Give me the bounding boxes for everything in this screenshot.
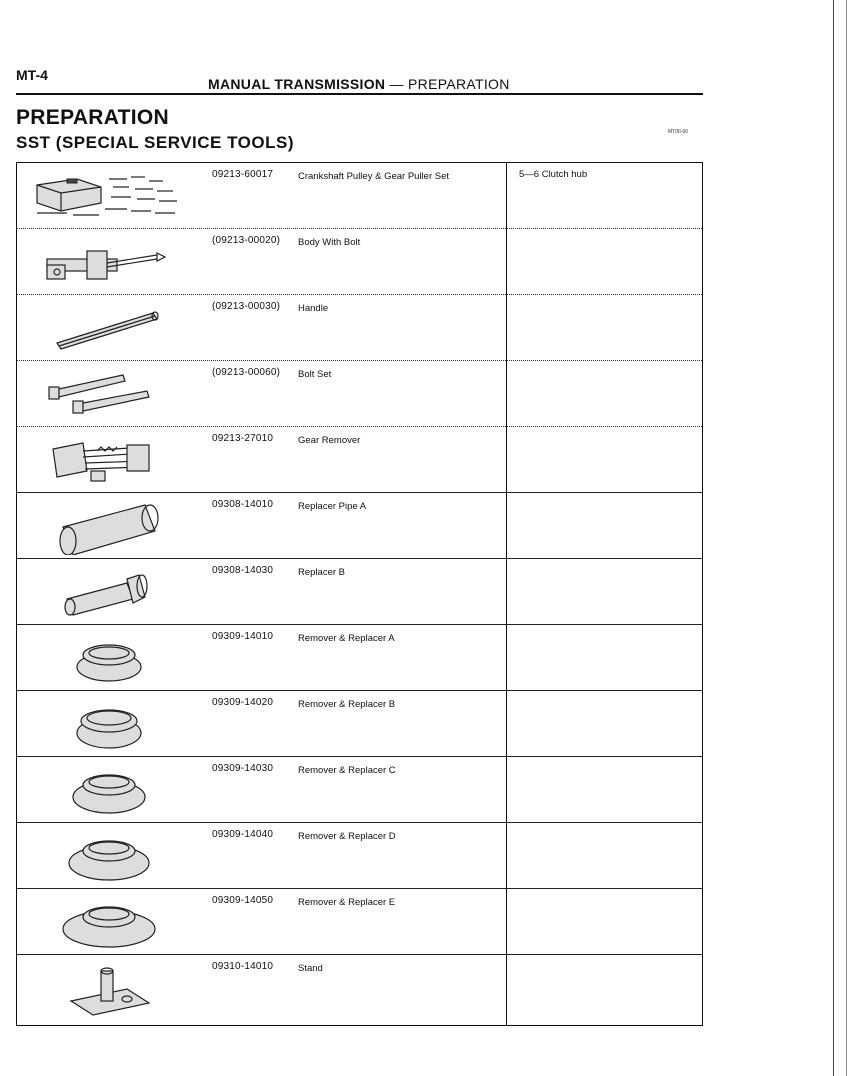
part-number: (09213-00020) — [212, 235, 281, 246]
table-row — [17, 361, 702, 427]
bolt-set-icon — [27, 365, 187, 423]
tool-name: Body With Bolt — [298, 237, 361, 248]
remover-replacer-c-icon — [27, 761, 187, 819]
table-row — [17, 823, 702, 889]
remover-replacer-a-icon — [27, 629, 187, 687]
tool-name: Remover & Replacer E — [298, 897, 396, 908]
replacer-pipe-icon — [27, 497, 187, 555]
replacer-b-icon — [27, 563, 187, 621]
running-header — [208, 76, 510, 92]
part-number: 09309-14020 — [212, 697, 274, 708]
body-with-bolt-icon — [27, 233, 187, 291]
stand-icon — [27, 959, 187, 1017]
remover-replacer-b-icon — [27, 695, 187, 753]
page-edge-line — [833, 0, 834, 1076]
table-row — [17, 427, 702, 493]
part-number: (09213-00060) — [212, 367, 281, 378]
table-row — [17, 163, 702, 229]
table-row — [17, 691, 702, 757]
part-number: 09213-60017 — [212, 169, 274, 180]
page-subtitle: SST (SPECIAL SERVICE TOOLS) — [16, 133, 294, 152]
tool-name: Remover & Replacer D — [298, 831, 396, 842]
tool-name: Remover & Replacer A — [298, 633, 395, 644]
part-number: 09309-14050 — [212, 895, 274, 906]
figure-code: MT0II-00 — [668, 129, 689, 135]
tool-name: Handle — [298, 303, 329, 314]
part-number: 09309-14040 — [212, 829, 274, 840]
usage-note: 5—6 Clutch hub — [519, 169, 588, 180]
tool-name: Replacer Pipe A — [298, 501, 367, 512]
page-number: MT-4 — [16, 67, 48, 83]
tool-name: Stand — [298, 963, 323, 974]
gear-remover-icon — [27, 431, 187, 489]
tool-name: Bolt Set — [298, 369, 332, 380]
header-separator: — — [385, 76, 409, 92]
header-section: MANUAL TRANSMISSION — [208, 76, 386, 92]
handle-icon — [27, 299, 187, 357]
table-row — [17, 889, 702, 955]
table-row — [17, 625, 702, 691]
part-number: 09308-14010 — [212, 499, 274, 510]
header-rule — [16, 93, 703, 95]
part-number: 09308-14030 — [212, 565, 274, 576]
header-subsection: PREPARATION — [408, 76, 510, 92]
remover-replacer-d-icon — [27, 827, 187, 885]
part-number: 09309-14030 — [212, 763, 274, 774]
table-row — [17, 493, 702, 559]
tool-name: Crankshaft Pulley & Gear Puller Set — [298, 171, 450, 182]
part-number: 09310-14010 — [212, 961, 274, 972]
remover-replacer-e-icon — [27, 893, 187, 951]
tool-name: Replacer B — [298, 567, 345, 578]
puller-set-icon — [27, 167, 187, 225]
page-title: PREPARATION — [16, 106, 170, 129]
table-row — [17, 295, 702, 361]
table-row — [17, 559, 702, 625]
page-edge-line-outer — [846, 0, 847, 1076]
table-row — [17, 757, 702, 823]
part-number: 09309-14010 — [212, 631, 274, 642]
tool-name: Remover & Replacer C — [298, 765, 396, 776]
tool-name: Remover & Replacer B — [298, 699, 396, 710]
tool-name: Gear Remover — [298, 435, 361, 446]
table-row — [17, 229, 702, 295]
part-number: 09213-27010 — [212, 433, 274, 444]
part-number: (09213-00030) — [212, 301, 281, 312]
table-row — [17, 955, 702, 1025]
